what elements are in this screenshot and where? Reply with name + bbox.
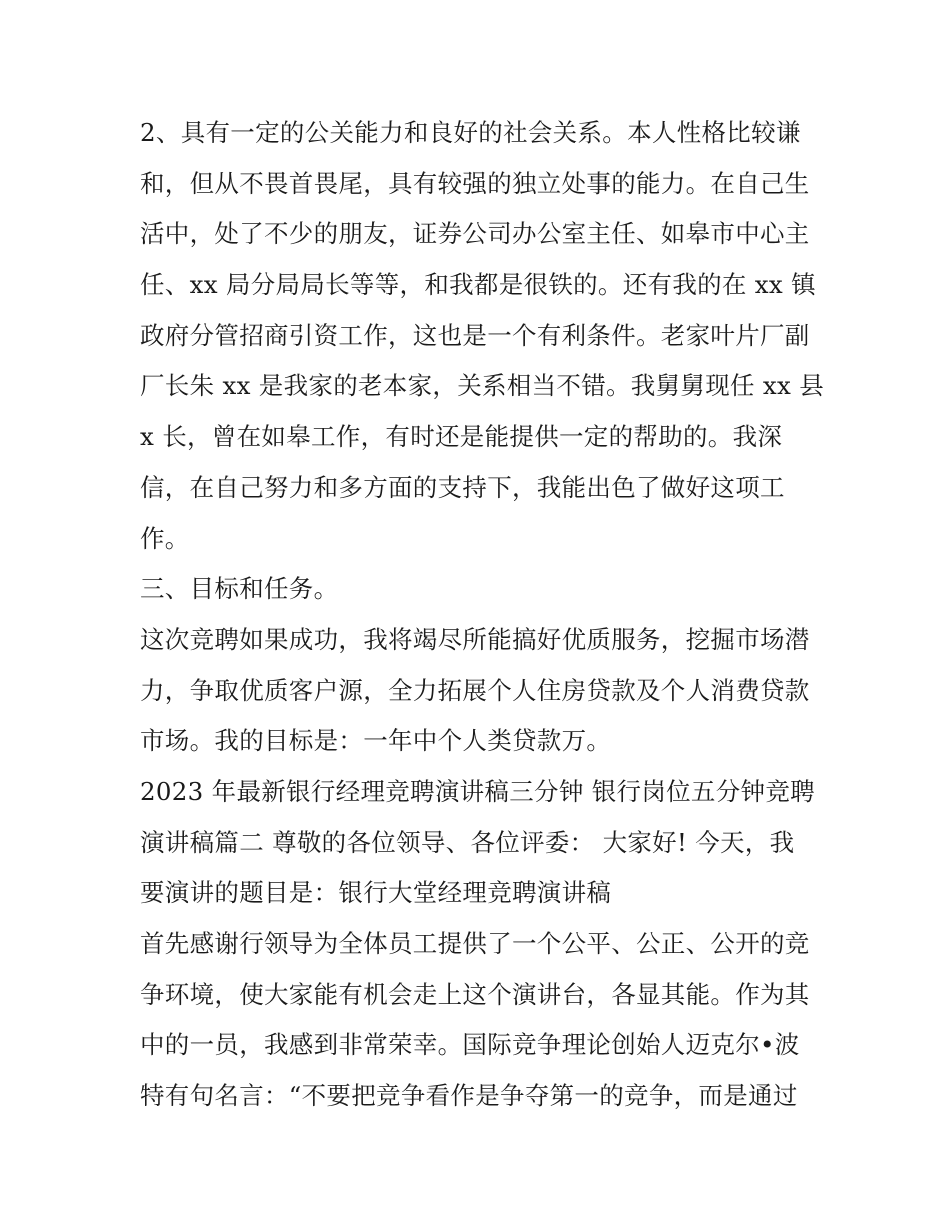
text-line: 特有句名言：“不要把竞争看作是争夺第一的竞争，而是通过 (140, 1081, 798, 1111)
text-line: 任、xx 局分局局长等等，和我都是很铁的。还有我的在 xx 镇 (140, 270, 816, 300)
text-line: 市场。我的目标是：一年中个人类贷款万。 (140, 726, 612, 756)
text-line: 要演讲的题目是：银行大堂经理竞聘演讲稿 (140, 878, 612, 908)
text-line: 演讲稿篇二 尊敬的各位领导、各位评委： 大家好! 今天，我 (140, 827, 795, 857)
text-line: x 长，曾在如皋工作，有时还是能提供一定的帮助的。我深 (140, 422, 783, 452)
document-body (140, 108, 825, 1122)
text-line: 这次竞聘如果成功，我将竭尽所能搞好优质服务，挖掘市场潜 (140, 624, 810, 654)
text-line: 2023 年最新银行经理竞聘演讲稿三分钟 银行岗位五分钟竞聘 (140, 776, 815, 806)
text-line: 信，在自己努力和多方面的支持下，我能出色了做好这项工 (140, 472, 785, 502)
text-line: 中的一员，我感到非常荣幸。国际竞争理论创始人迈克尔•波 (140, 1030, 800, 1060)
text-line: 力，争取优质客户源，全力拓展个人住房贷款及个人消费贷款 (140, 675, 810, 705)
text-line: 和，但从不畏首畏尾，具有较强的独立处事的能力。在自己生 (140, 168, 810, 198)
text-line: 厂长朱 xx 是我家的老本家，关系相当不错。我舅舅现任 xx 县 (140, 371, 825, 401)
section-heading: 三、目标和任务。 (140, 574, 339, 604)
text-line: 2、具有一定的公关能力和良好的社会关系。本人性格比较谦 (140, 118, 801, 147)
text-line: 争环境，使大家能有机会走上这个演讲台，各显其能。作为其 (140, 979, 810, 1009)
text-line: 活中，处了不少的朋友，证券公司办公室主任、如皋市中心主 (140, 219, 810, 249)
text-line: 作。 (140, 523, 190, 553)
text-line: 首先感谢行领导为全体员工提供了一个公平、公正、公开的竞 (140, 929, 810, 958)
text-line: 政府分管招商引资工作，这也是一个有利条件。老家叶片厂副 (140, 320, 810, 350)
